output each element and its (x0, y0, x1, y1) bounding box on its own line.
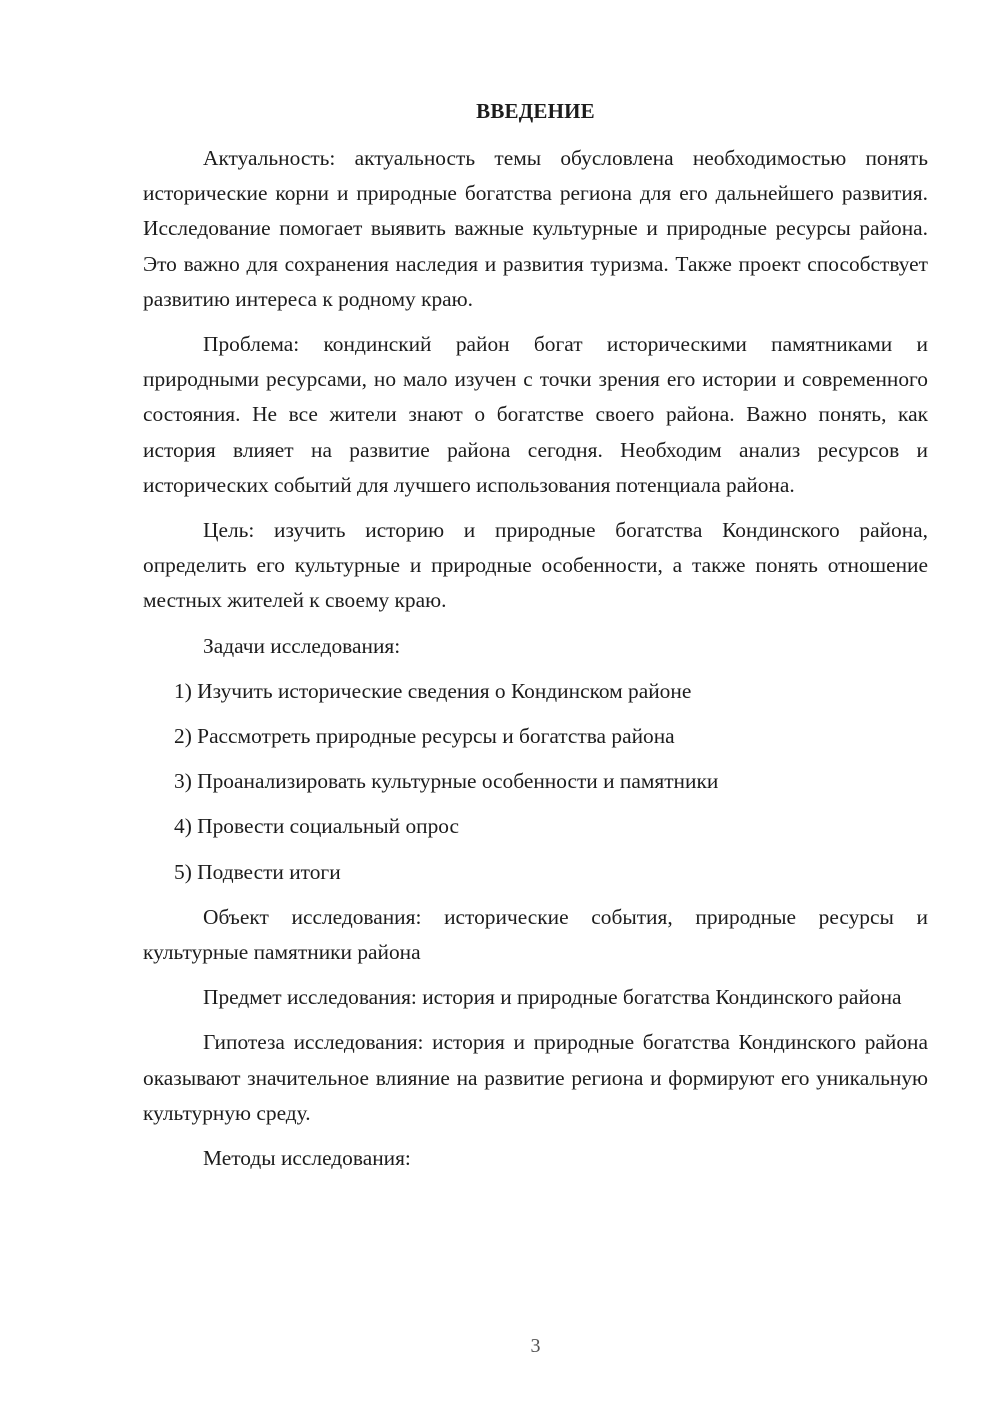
methods-heading: Методы исследования: (203, 1146, 411, 1171)
paragraph-hypothesis: Гипотеза исследования: история и природные богатства Кондинского района оказывают значительное влияние на развитие региона и формируют его уникальную культурную среду. (143, 1030, 928, 1125)
task-item-3: 3) Проанализировать культурные особенности и памятники (174, 769, 719, 794)
page-number: 3 (530, 1335, 541, 1357)
paragraph-subject: Предмет исследования: история и природные богатства Кондинского района (203, 985, 902, 1010)
document-body (143, 141, 928, 1186)
document-page (143, 0, 928, 1414)
paragraph-problem: Проблема: кондинский район богат историческими памятниками и природными ресурсами, но мало изучен с точки зрения его истории и современного состояния. Не все жители знают о богатстве своего района. Важно понять, как история влияет на развитие района сегодня. Необходим анализ ресурсов и исторических событий для лучшего использования потенциала района. (143, 332, 928, 497)
paragraph-goal: Цель: изучить историю и природные богатства Кондинского района, определить его культурные и природные особенности, а также понять отношение местных жителей к своему краю. (143, 518, 928, 613)
task-item-1: 1) Изучить исторические сведения о Кондинском районе (174, 678, 692, 703)
paragraph-object: Объект исследования: исторические события, природные ресурсы и культурные памятники района (143, 904, 928, 965)
page-title: ВВЕДЕНИЕ (476, 99, 595, 123)
task-item-5: 5) Подвести итоги (174, 859, 341, 884)
task-item-4: 4) Провести социальный опрос (174, 814, 460, 839)
task-item-2: 2) Рассмотреть природные ресурсы и богатства района (174, 724, 675, 749)
paragraph-relevance: Актуальность: актуальность темы обусловлена необходимостью понять исторические корни и природные богатства региона для его дальнейшего развития. Исследование помогает выявить важные культурные и природные ресурсы района. Это важно для сохранения наследия и развития туризма. Также проект способствует развитию интереса к родному краю. (143, 146, 928, 311)
tasks-heading: Задачи исследования: (203, 633, 401, 658)
